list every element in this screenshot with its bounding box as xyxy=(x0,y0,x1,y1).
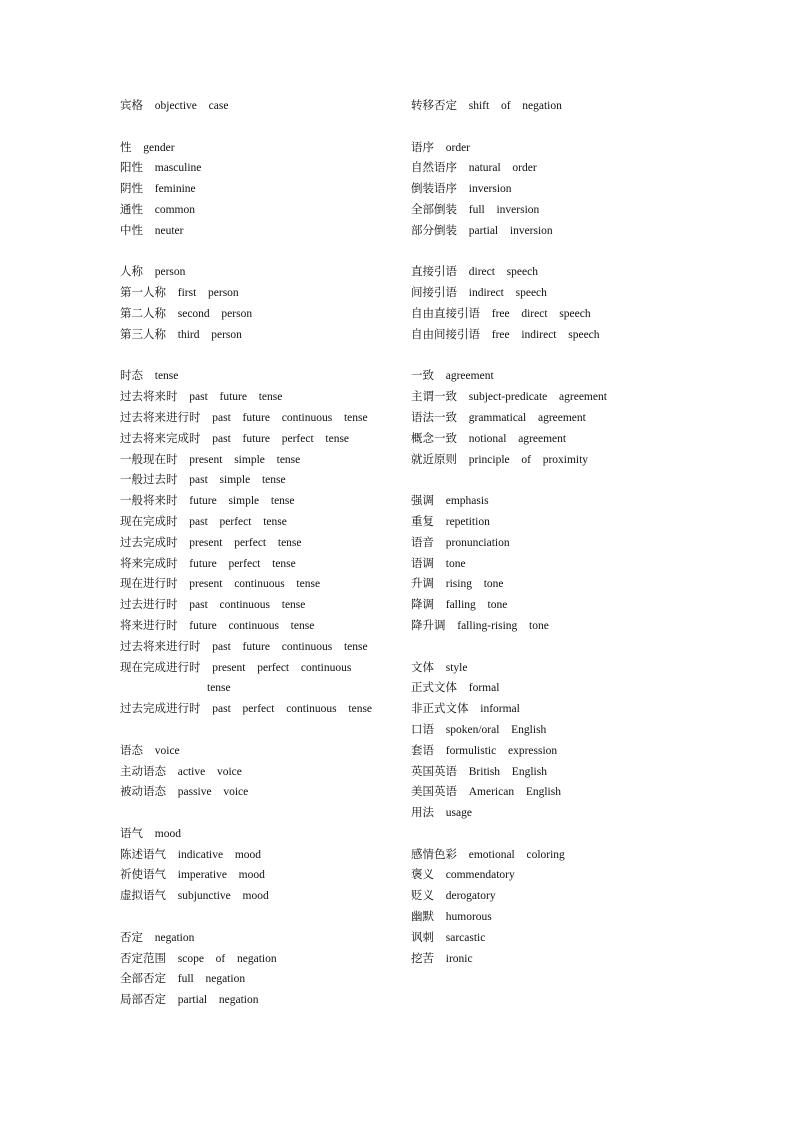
blank-line xyxy=(120,117,395,138)
glossary-entry: 间接引语 indirect speech xyxy=(411,287,547,300)
glossary-entry: 直接引语 direct speech xyxy=(411,266,538,279)
glossary-entry: 升调 rising tone xyxy=(411,578,504,591)
blank-line xyxy=(120,907,395,928)
glossary-entry: 将来完成时 future perfect tense xyxy=(120,557,296,570)
glossary-entry: 现在完成时 past perfect tense xyxy=(120,515,287,528)
glossary-entry: 部分倒装 partial inversion xyxy=(411,224,553,237)
glossary-entry: 美国英语 American English xyxy=(411,786,561,799)
glossary-entry: 褒义 commendatory xyxy=(411,869,515,882)
glossary-entry: 过去将来进行时 past future continuous tense xyxy=(120,411,368,424)
glossary-entry: 语气 mood xyxy=(120,827,181,840)
blank-line xyxy=(411,346,711,367)
glossary-entry: 一般将来时 future simple tense xyxy=(120,495,295,508)
glossary-entry: 过去将来完成时 past future perfect tense xyxy=(120,432,350,445)
glossary-entry: 主动语态 active voice xyxy=(120,765,242,778)
glossary-entry: 就近原则 principle of proximity xyxy=(411,453,589,466)
glossary-entry: 局部否定 partial negation xyxy=(120,994,259,1007)
glossary-entry: 降调 falling tone xyxy=(411,599,508,612)
glossary-entry: 英国英语 British English xyxy=(411,765,547,778)
blank-line xyxy=(411,117,711,138)
glossary-entry: tense xyxy=(207,682,231,695)
glossary-entry: 陈述语气 indicative mood xyxy=(120,848,262,861)
glossary-entry: 降升调 falling-rising tone xyxy=(411,619,549,632)
glossary-entry: 第三人称 third person xyxy=(120,328,242,341)
glossary-entry: 一般过去时 past simple tense xyxy=(120,474,286,487)
glossary-entry: 语音 pronunciation xyxy=(411,536,510,549)
glossary-entry: 挖苦 ironic xyxy=(411,952,473,965)
glossary-entry: 被动语态 passive voice xyxy=(120,786,249,799)
glossary-entry: 主谓一致 subject-predicate agreement xyxy=(411,391,607,404)
glossary-entry: 中性 neuter xyxy=(120,224,184,237)
glossary-entry: 感情色彩 emotional coloring xyxy=(411,848,565,861)
glossary-entry: 自由间接引语 free indirect speech xyxy=(411,328,600,341)
glossary-entry: 过去完成进行时 past perfect continuous tense xyxy=(120,703,373,716)
blank-line xyxy=(120,346,395,367)
glossary-entry: 语法一致 grammatical agreement xyxy=(411,411,586,424)
glossary-entry: 用法 usage xyxy=(411,807,472,820)
glossary-entry: 自由直接引语 free direct speech xyxy=(411,307,591,320)
glossary-entry: 全部倒装 full inversion xyxy=(411,203,540,216)
glossary-entry: 转移否定 shift of negation xyxy=(411,100,562,112)
glossary-entry: 非正式文体 informal xyxy=(411,703,520,716)
glossary-entry: 正式文体 formal xyxy=(411,682,500,695)
glossary-entry: 过去将来进行时 past future continuous tense xyxy=(120,640,368,653)
glossary-entry: 人称 person xyxy=(120,266,186,279)
blank-line xyxy=(411,242,711,263)
glossary-entry: 过去将来时 past future tense xyxy=(120,391,283,404)
glossary-entry: 将来进行时 future continuous tense xyxy=(120,619,315,632)
blank-line xyxy=(411,824,711,845)
glossary-entry: 虚拟语气 subjunctive mood xyxy=(120,890,269,903)
glossary-entry: 语态 voice xyxy=(120,744,180,757)
glossary-entry: 现在进行时 present continuous tense xyxy=(120,578,321,591)
glossary-entry: 文体 style xyxy=(411,661,468,674)
glossary-entry: 套语 formulistic expression xyxy=(411,744,558,757)
blank-line xyxy=(120,242,395,263)
glossary-entry: 过去进行时 past continuous tense xyxy=(120,599,306,612)
glossary-entry: 通性 common xyxy=(120,203,195,216)
glossary-entry: 幽默 humorous xyxy=(411,911,492,924)
glossary-entry: 倒装语序 inversion xyxy=(411,183,512,196)
glossary-entry: 阳性 masculine xyxy=(120,162,202,175)
glossary-entry: 祈使语气 imperative mood xyxy=(120,869,265,882)
blank-line xyxy=(120,720,395,741)
glossary-entry: 强调 emphasis xyxy=(411,495,489,508)
glossary-entry: 重复 repetition xyxy=(411,515,490,528)
blank-line xyxy=(411,637,711,658)
glossary-entry: 否定范围 scope of negation xyxy=(120,952,277,965)
glossary-entry: 一致 agreement xyxy=(411,370,494,383)
glossary-entry: 自然语序 natural order xyxy=(411,162,537,175)
glossary-entry: 性 gender xyxy=(120,141,175,154)
glossary-entry: 否定 negation xyxy=(120,931,195,944)
glossary-entry: 现在完成进行时 present perfect continuous xyxy=(120,661,352,674)
glossary-entry: 第二人称 second person xyxy=(120,307,253,320)
blank-line xyxy=(411,470,711,491)
glossary-entry: 贬义 derogatory xyxy=(411,890,496,903)
glossary-entry: 语序 order xyxy=(411,141,471,154)
glossary-entry: 讽刺 sarcastic xyxy=(411,931,486,944)
glossary-entry: 阴性 feminine xyxy=(120,183,196,196)
glossary-entry: 语调 tone xyxy=(411,557,466,570)
glossary-entry: 宾格 objective case xyxy=(120,100,229,112)
glossary-entry: 时态 tense xyxy=(120,370,179,383)
glossary-entry: 口语 spoken/oral English xyxy=(411,723,547,736)
blank-line xyxy=(120,803,395,824)
glossary-entry: 概念一致 notional agreement xyxy=(411,432,567,445)
right-column xyxy=(411,96,711,969)
left-column xyxy=(120,96,395,1011)
glossary-entry: 全部否定 full negation xyxy=(120,973,246,986)
glossary-entry: 第一人称 first person xyxy=(120,287,239,300)
glossary-entry: 一般现在时 present simple tense xyxy=(120,453,301,466)
glossary-entry: 过去完成时 present perfect tense xyxy=(120,536,302,549)
